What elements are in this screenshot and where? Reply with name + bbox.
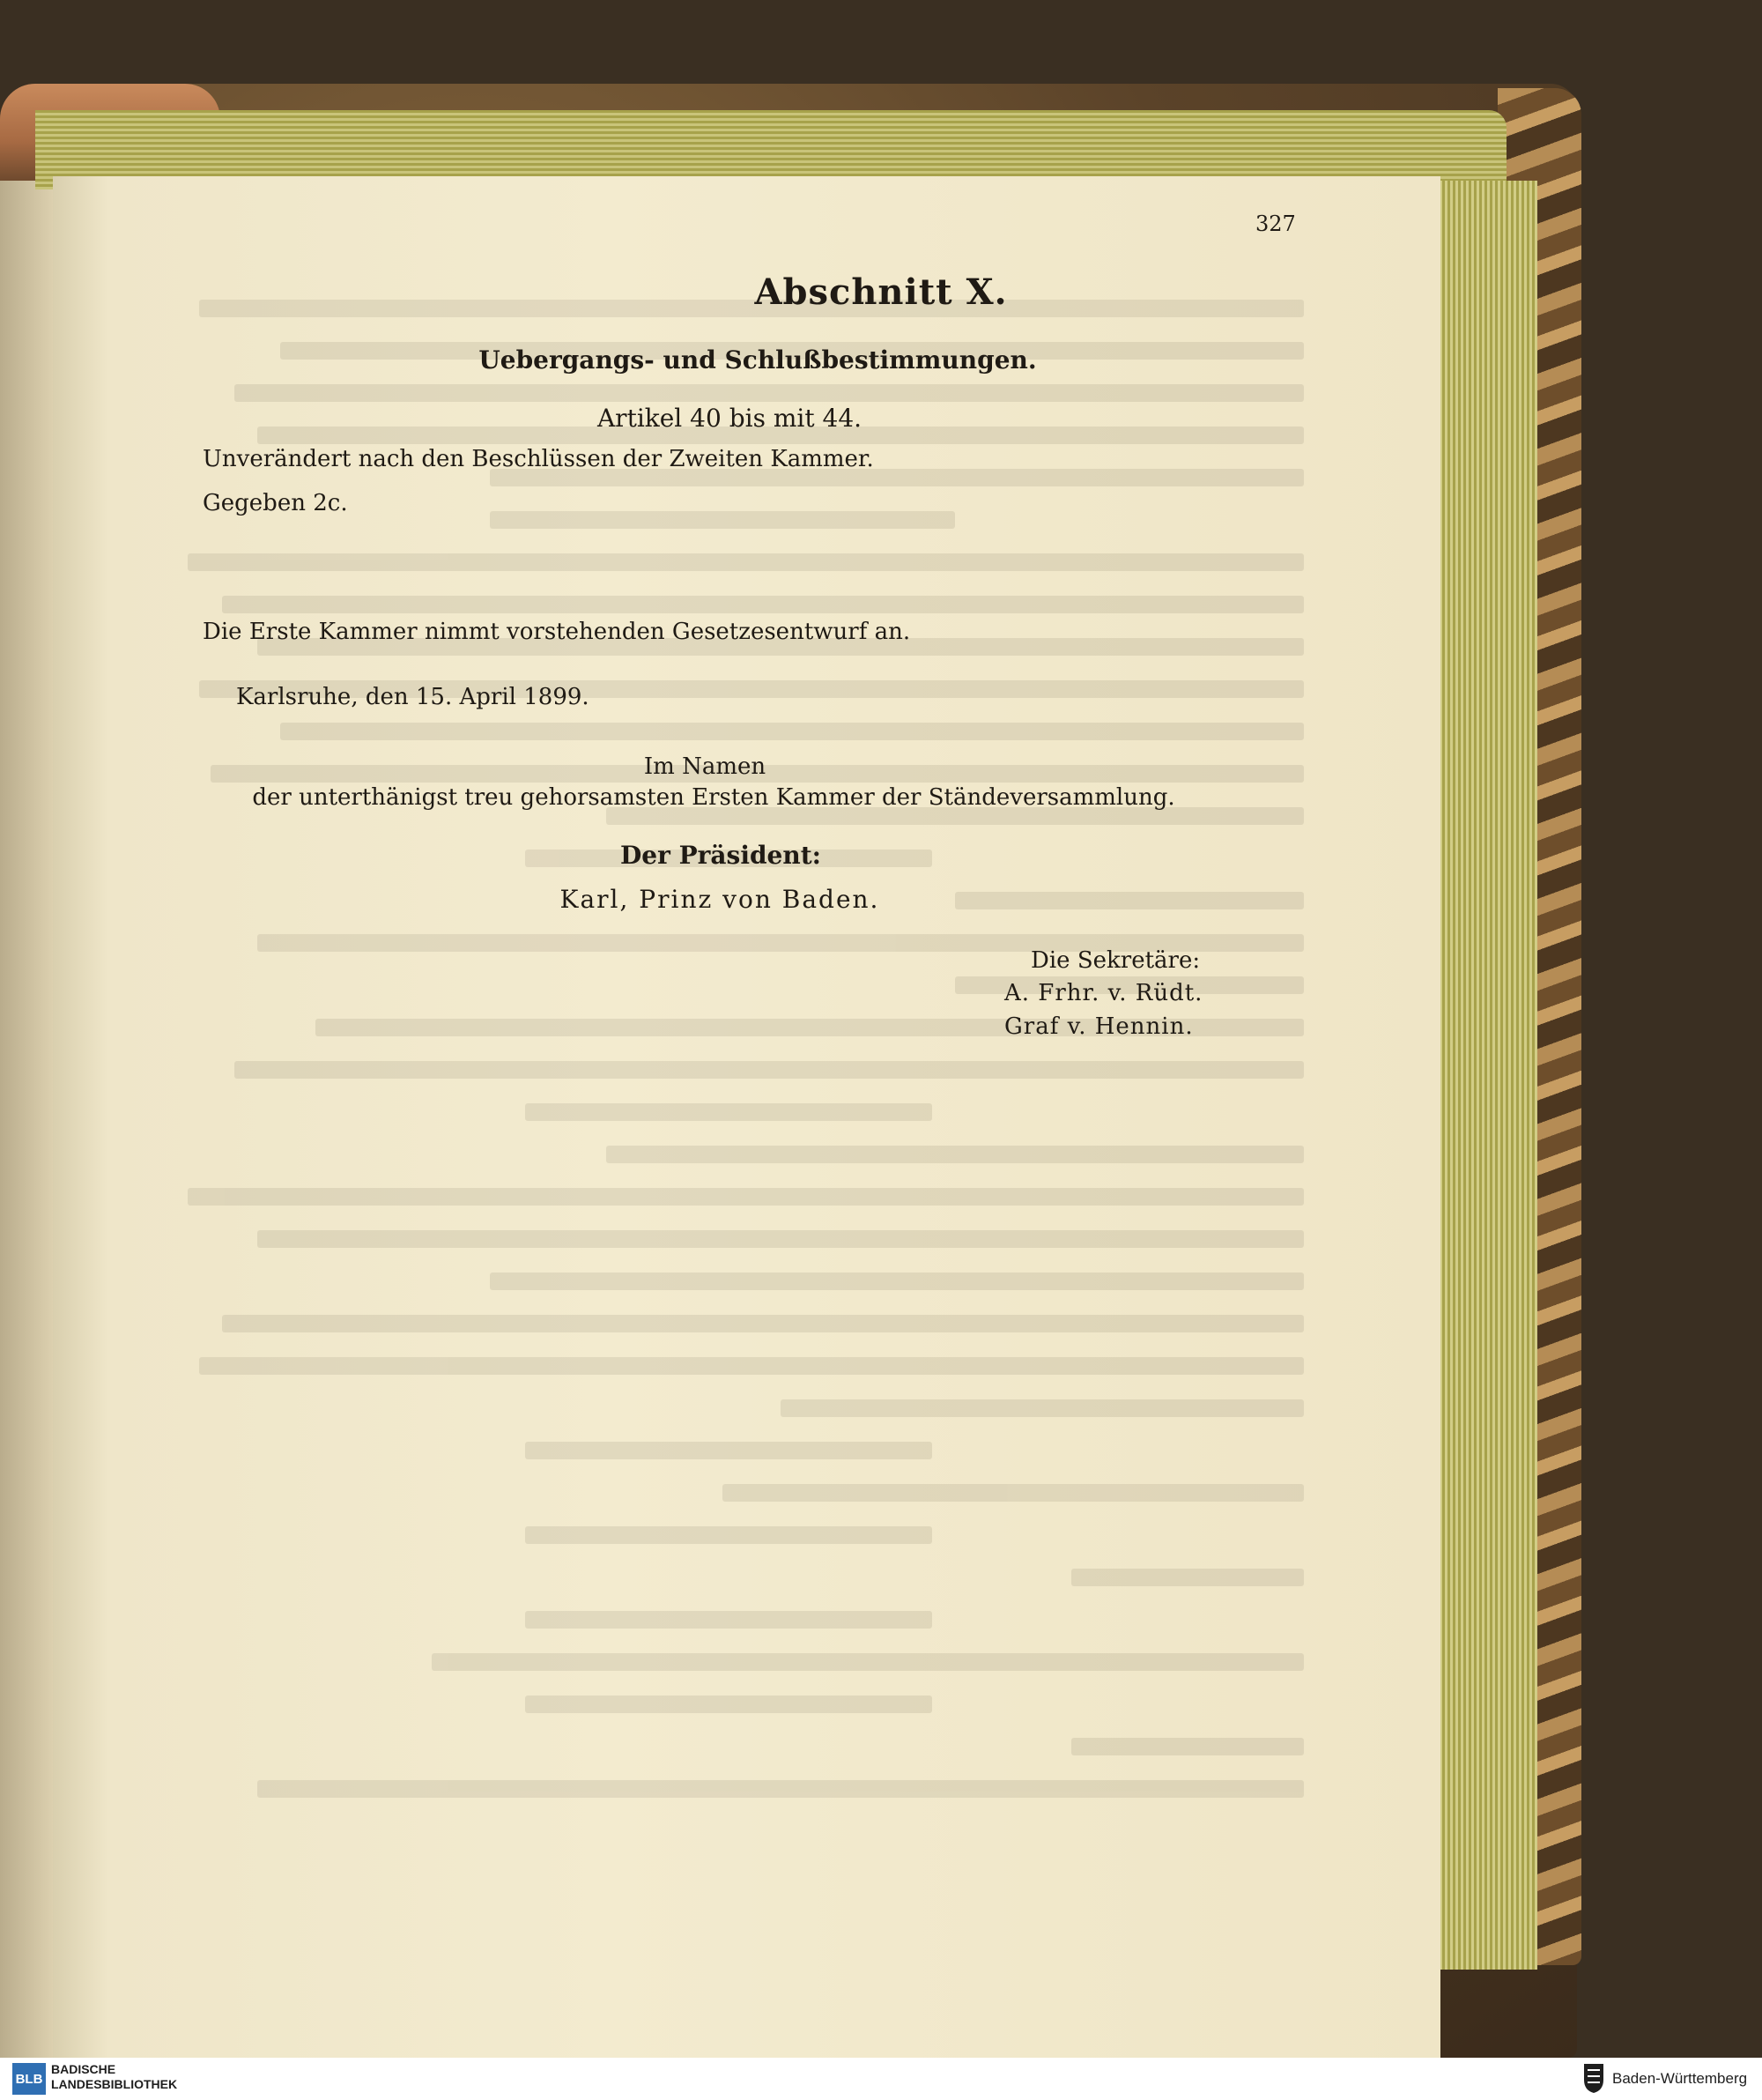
left-page-strip [0, 181, 55, 2067]
bw-name[interactable]: Baden-Württemberg [1612, 2070, 1748, 2087]
page-number: 327 [1255, 211, 1296, 236]
body-line: Unverändert nach den Beschlüssen der Zweiten Kammer. [203, 446, 874, 472]
closing-line: Im Namen [643, 753, 766, 780]
secretary-name: A. Frhr. v. Rüdt. [1004, 980, 1203, 1006]
section-title: Abschnitt X. [754, 271, 1008, 313]
bw-coat-of-arms-icon [1582, 2062, 1605, 2094]
president-name: Karl, Prinz von Baden. [559, 885, 880, 914]
secretary-name: Graf v. Hennin. [1004, 1013, 1194, 1040]
body-line: Die Erste Kammer nimmt vorstehenden Gesetzesentwurf an. [203, 619, 911, 645]
secretaries-label: Die Sekretäre: [1031, 947, 1201, 974]
body-line: Gegeben 2c. [203, 490, 348, 516]
blb-logo[interactable]: BLB [12, 2063, 46, 2095]
page-edges-right [1432, 181, 1537, 1970]
date-line: Karlsruhe, den 15. April 1899. [236, 684, 589, 710]
article-heading: Artikel 40 bis mit 44. [596, 404, 862, 433]
president-label: Der Präsident: [620, 841, 821, 870]
blb-name-line: BADISCHE [51, 2062, 116, 2076]
blb-name[interactable] [51, 2062, 177, 2092]
section-subtitle: Uebergangs- und Schlußbestimmungen. [478, 345, 1037, 375]
blb-name-line: LANDESBIBLIOTHEK [51, 2077, 178, 2091]
footer-bar [0, 2058, 1762, 2100]
closing-line: der unterthänigst treu gehorsamsten Ersten Kammer der Ständeversammlung. [252, 784, 1175, 811]
